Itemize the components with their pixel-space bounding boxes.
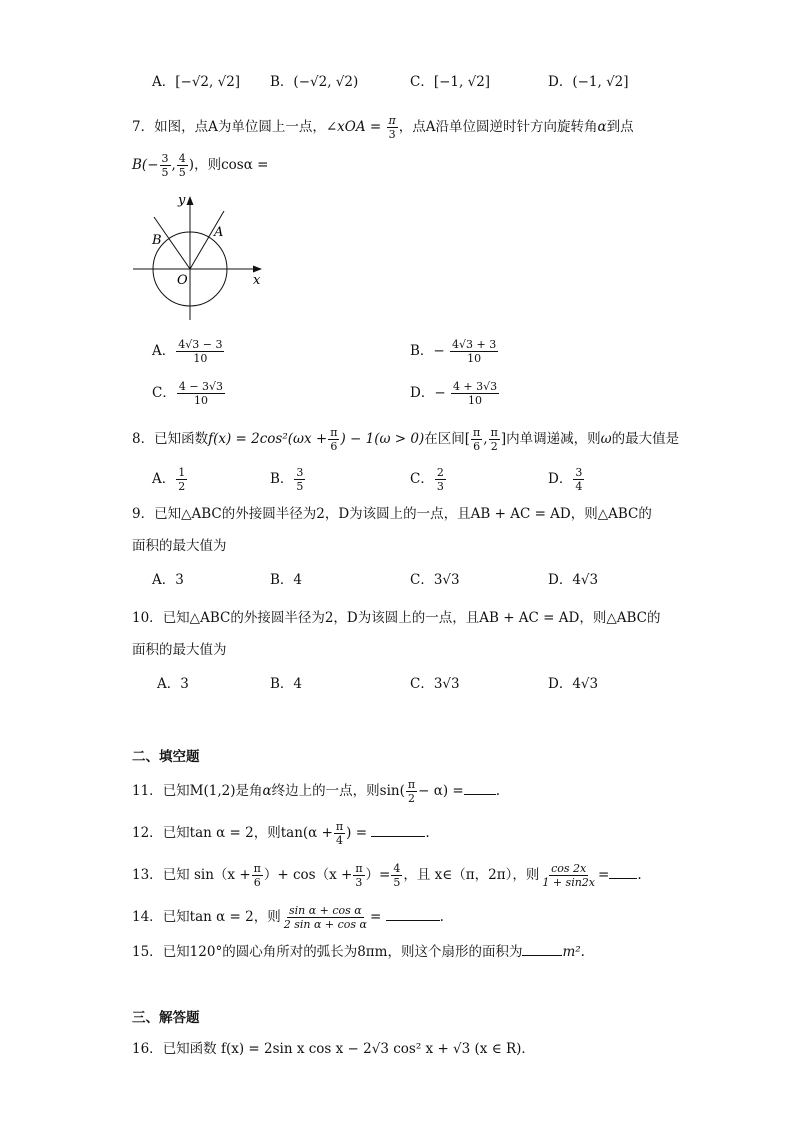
x-label: x bbox=[253, 273, 261, 288]
origin-label: O bbox=[177, 273, 188, 288]
q6-option-b: B．(−√2, √2) bbox=[270, 74, 359, 90]
q10-option-a: A．3 bbox=[157, 676, 189, 692]
q12-answer-blank[interactable] bbox=[371, 822, 425, 837]
q9-option-d: D．4√3 bbox=[548, 572, 599, 588]
q14-answer-blank[interactable] bbox=[386, 906, 440, 921]
q16-line: 16．已知函数 f(x) = 2sin x cos x − 2√3 cos² x + √3 (x ∈ R)． bbox=[132, 1041, 535, 1057]
x-axis-arrow bbox=[253, 266, 262, 273]
q12-line: 12．已知tan α = 2，则tan(α + $\frac{\pi}{4}$ ) = . bbox=[132, 820, 430, 847]
q8-option-b: B． $\frac{3}{5}$ bbox=[270, 466, 304, 493]
q7-option-d: D．− $\frac{4 + 3√3}{10}$ bbox=[410, 380, 498, 407]
q10-option-b: B．4 bbox=[270, 676, 303, 692]
q15-answer-blank[interactable] bbox=[522, 941, 562, 956]
q7-line1: 7．如图，点A为单位圆上一点，∠xOA = $\frac{\pi}{3}$ ，点A沿单位圆逆时针方向旋转角α到点 bbox=[132, 114, 634, 141]
point-b-label: B bbox=[152, 233, 162, 248]
q9-option-b: B．4 bbox=[270, 572, 303, 588]
q6-option-a: A．[−√2, √2] bbox=[152, 74, 241, 90]
q7-option-a: A． $\frac{4√3 - 3}{10}$ bbox=[152, 338, 223, 365]
q13-line: 13．已知 sin（x + $\frac{\pi}{6}$ ）+ cos（x + $\frac{\pi}{3}$ ）= $\frac{4}{5}$ ，且 x∈（π，2π），则 $\frac{\cos 2x}{1 + \sin 2x}$ = . bbox=[132, 862, 642, 889]
q8-option-d: D． $\frac{3}{4}$ bbox=[548, 466, 583, 493]
q13-answer-blank[interactable] bbox=[609, 864, 637, 879]
q8-line: 8．已知函数f(x) = 2cos²(ωx + $\frac{\pi}{6}$ ) − 1(ω > 0)在区间[ $\frac{\pi}{6}$ , $\frac{\pi}{2}$ ]内单调递减，则ω的最大值是 bbox=[132, 426, 680, 453]
q7-option-c: C． $\frac{4 - 3√3}{10}$ bbox=[152, 380, 224, 407]
q8-option-a: A． $\frac{1}{2}$ bbox=[152, 466, 186, 493]
q6-option-c: C．[−1, √2] bbox=[410, 74, 491, 90]
q15-line: 15．已知120°的圆心角所对的弧长为8πm，则这个扇形的面积为 m². bbox=[132, 941, 585, 962]
q10-option-c: C．3√3 bbox=[410, 676, 460, 692]
q14-line: 14．已知tan α = 2，则 $\frac{\text{sin α + cos α}}{\text{2 sin α + cos α}}$ = . bbox=[132, 904, 444, 931]
q9-option-a: A．3 bbox=[152, 572, 184, 588]
q7-line2: B(− $\frac{3}{5}$ , $\frac{4}{5}$ )，则cosα = bbox=[132, 152, 269, 179]
y-axis-arrow bbox=[187, 196, 194, 205]
q10-line1: 10．已知△ABC的外接圆半径为2，D为该圆上的一点，且AB + AC = AD，则△ABC的 bbox=[132, 610, 661, 626]
q8-option-c: C． $\frac{2}{3}$ bbox=[410, 466, 444, 493]
ray-oa bbox=[190, 211, 224, 269]
q9-line2: 面积的最大值为 bbox=[132, 538, 227, 554]
q11-answer-blank[interactable] bbox=[464, 780, 496, 795]
y-label: y bbox=[178, 193, 186, 208]
section-fill-in-heading: 二、填空题 bbox=[132, 749, 200, 765]
q9-line1: 9．已知△ABC的外接圆半径为2，D为该圆上的一点，且AB + AC = AD，则△ABC的 bbox=[132, 506, 652, 522]
point-a-label: A bbox=[214, 225, 224, 240]
q7-angle-fraction: $\frac{\pi}{3}$ bbox=[388, 114, 396, 141]
q11-line: 11．已知M(1,2)是角α终边上的一点，则sin( $\frac{\pi}{2}$ − α) = . bbox=[132, 778, 500, 805]
unit-circle-figure bbox=[128, 188, 278, 323]
q9-option-c: C．3√3 bbox=[410, 572, 460, 588]
q10-line2: 面积的最大值为 bbox=[132, 642, 227, 658]
q6-option-d: D．(−1, √2] bbox=[548, 74, 629, 90]
section-answer-heading: 三、解答题 bbox=[132, 1010, 200, 1026]
q10-option-d: D．4√3 bbox=[548, 676, 599, 692]
q7-option-b: B．− $\frac{4√3 + 3}{10}$ bbox=[410, 338, 497, 365]
